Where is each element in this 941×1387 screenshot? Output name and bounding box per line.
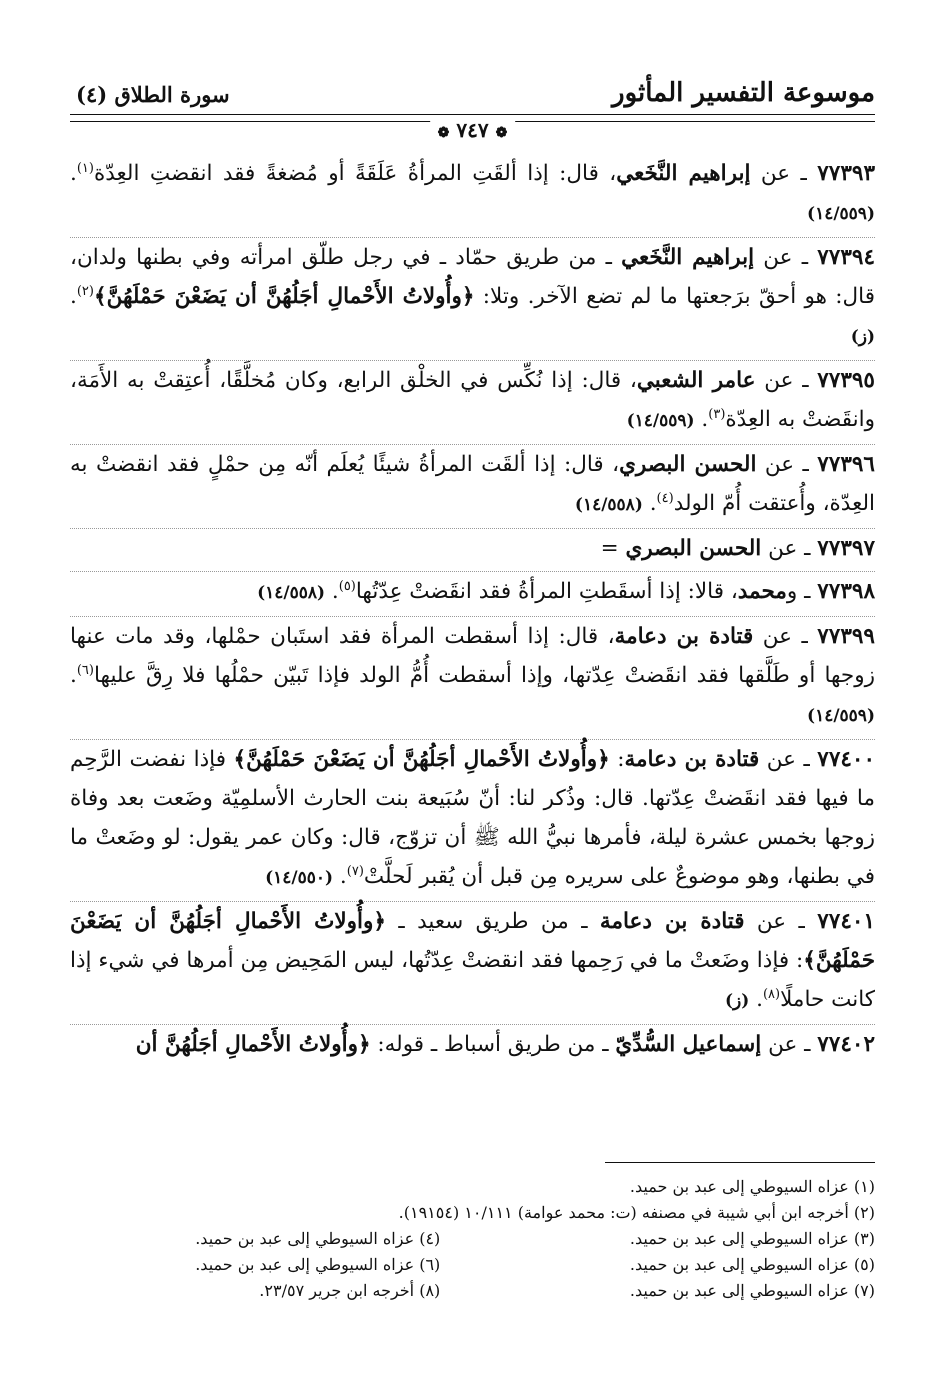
- entry-connector: ـ عن: [750, 161, 818, 186]
- footnote: (١) عزاه السيوطي إلى عبد بن حميد.: [629, 1177, 875, 1196]
- ornament-icon: ❁: [495, 125, 508, 141]
- entry-punct: .: [325, 579, 339, 604]
- entry-connector: ـ عن: [755, 368, 818, 393]
- entry-text: فإذا نفضت الرَّحِم ما فيها فقد انقَضتْ عِدّتها. قال: وذُكر لنا: أنّ سُبَيعة بنت الحارث الأسلمِيّة وضَعت بعد وفاة زوجها بخمس عشرة ليلة، فأمرها نبيُّ الله ﷺ أن تزوّج، قال: وكان عمر يقول: لو وضَعتْ ما في بطنها، وهو موضوعٌ على سريره مِن قبل أن يُقبر لَحلَّتْ: [70, 747, 875, 889]
- narrator-name: محمد: [737, 579, 787, 604]
- volume-reference: (١٤/٥٥٩): [626, 411, 695, 431]
- volume-reference: (١٤/٥٥٩): [807, 706, 875, 726]
- volume-reference: (١٤/٥٥٨): [574, 495, 643, 515]
- entry-connector: ـ عن: [744, 909, 818, 934]
- entry-number: ٧٧٤٠٢: [817, 1032, 875, 1057]
- entry-number: ٧٧٣٩٧: [817, 536, 875, 561]
- footnote: (٥) عزاه السيوطي إلى عبد بن حميد.: [629, 1255, 875, 1274]
- quran-verse: ﴿وأُولاتُ الأَحْمالِ أجَلُهُنَّ أن: [135, 1032, 371, 1057]
- entry-text: ، قال: إذا ألقَت المرأةُ شيئًا يُعلَم أنّه مِن حمْلٍ فقد انقضتْ به العِدّة، وأُعتقت أُمّ الولد: [70, 452, 875, 516]
- entry-number: ٧٧٣٩٤: [817, 245, 875, 270]
- ornament-icon: ❁: [437, 125, 450, 141]
- page-number-wrap: [70, 118, 875, 142]
- entry-text: ، قال: إذا أسقطت المرأة فقد استَبان حمْلها، وقد مات عنها زوجها أو طَلَّقها فقد انقَضتْ عِدّتها، وإذا أسقطت أُمُّ الولد فإذا تَبيّن حمْلُها فلا رِقَّ عليها: [70, 624, 875, 688]
- entry-number: ٧٧٣٩٩: [817, 624, 875, 649]
- entry-connector: ـ عن: [761, 1032, 818, 1057]
- footnote-marker: (٣): [708, 406, 726, 422]
- entry-text: ـ من طريق سعيد ـ: [385, 909, 600, 934]
- entry-number: ٧٧٣٩٦: [817, 452, 875, 477]
- page-number-text: ٧٤٧: [456, 118, 489, 142]
- footnote-marker: (١): [76, 160, 94, 176]
- entry-punct: .: [642, 491, 657, 516]
- volume-reference: (١٤/٥٥٠): [265, 868, 334, 888]
- entry-number: ٧٧٣٩٣: [817, 161, 875, 186]
- volume-reference: (١٤/٥٥٩): [807, 204, 875, 224]
- narration-entry: [70, 361, 875, 445]
- entry-punct: .: [70, 663, 77, 688]
- quran-verse: ﴿وأُولاتُ الأَحْمالِ أجَلُهُنَّ أن يَضَعْنَ حَمْلَهُنَّ﴾: [233, 747, 610, 772]
- narrator-name: إبراهيم النَّخَعي: [616, 161, 751, 186]
- footnote: (٦) عزاه السيوطي إلى عبد بن حميد.: [195, 1255, 441, 1274]
- page-number: [430, 118, 516, 142]
- narrator-name: قتادة بن دعامة: [624, 747, 760, 772]
- quran-verse: ﴿وأُولاتُ الأَحْمالِ أجَلُهُنَّ أن يَضَعْنَ حَمْلَهُنَّ﴾: [70, 909, 875, 973]
- narrator-name: إبراهيم النَّخَعي: [621, 245, 755, 270]
- narration-entry: [70, 740, 875, 902]
- entry-text: : فإذا وضَعتْ ما في رَحِمها فقد انقضتْ عِدّتُها، ليس المَحِيض مِن أمرها في شيء إذا كانت حاملًا: [70, 948, 875, 1012]
- narration-entry: [70, 1025, 875, 1067]
- narrator-name: قتادة بن دعامة: [614, 624, 754, 649]
- narration-entry: [70, 445, 875, 529]
- narrator-name: الحسن البصري: [619, 452, 757, 477]
- entry-number: ٧٧٣٩٨: [817, 579, 875, 604]
- footnote-marker: (٨): [762, 986, 781, 1002]
- narrator-name: قتادة بن دعامة: [599, 909, 745, 934]
- entry-punct: .: [333, 864, 347, 889]
- footnote-marker: (٧): [346, 863, 364, 879]
- footnote-marker: (٢): [76, 283, 94, 299]
- entry-punct: .: [694, 407, 709, 432]
- volume-reference: (ز): [724, 991, 750, 1011]
- footnotes: [70, 1174, 875, 1304]
- entry-connector: ـ عن: [756, 452, 818, 477]
- footnote-marker: (٦): [76, 662, 94, 678]
- book-page: [70, 78, 875, 1368]
- narrator-name: الحسن البصري: [625, 536, 762, 561]
- entry-punct: .: [70, 284, 77, 309]
- footnote: (٣) عزاه السيوطي إلى عبد بن حميد.: [629, 1229, 875, 1248]
- page-body: [70, 154, 875, 1067]
- entry-connector: ـ عن: [759, 747, 818, 772]
- entry-number: ٧٧٤٠١: [817, 909, 875, 934]
- volume-reference: (ز): [850, 327, 875, 347]
- narration-entry: [70, 238, 875, 361]
- entry-text: ، قال: إذا ألقَتِ المرأةُ عَلَقَةً أو مُضغةً فقد انقضتِ العِدّة: [93, 161, 617, 186]
- narrator-name: إسماعيل السُّدِّيّ: [615, 1032, 762, 1057]
- quran-verse: ﴿وأُولاتُ الأَحْمالِ أجَلُهُنَّ أن يَضَعْنَ حَمْلَهُنَّ﴾: [93, 284, 475, 309]
- entry-connector: ـ عن: [754, 245, 818, 270]
- footnote-marker: (٥): [338, 578, 356, 594]
- footnote-marker: (٤): [656, 490, 674, 506]
- footnote: (٨) أخرجه ابن جرير ٢٣/٥٧.: [259, 1281, 441, 1300]
- footnote: (٧) عزاه السيوطي إلى عبد بن حميد.: [629, 1281, 875, 1300]
- narration-entry: [70, 154, 875, 238]
- entry-connector: ـ عن: [761, 536, 818, 561]
- entry-text: ، قال: إذا نُكِّس في الخلْق الرابع، وكان مُخلَّقًا، أُعتِقتْ به الأَمَة، وانقَضتْ به العِدّة: [70, 368, 875, 432]
- entry-connector: ـ عن: [753, 624, 818, 649]
- entry-text: =: [600, 536, 626, 561]
- footnote: (٢) أخرجه ابن أبي شيبة في مصنفه (ت: محمد عوامة) ١٠/١١١ (١٩١٥٤).: [398, 1203, 875, 1222]
- footnote: (٤) عزاه السيوطي إلى عبد بن حميد.: [195, 1229, 441, 1248]
- volume-reference: (١٤/٥٥٨): [257, 583, 326, 603]
- narration-entry: [70, 529, 875, 572]
- entry-punct: .: [70, 161, 77, 186]
- narration-entry: [70, 572, 875, 617]
- entry-text: ـ من طريق أسباط ـ قوله:: [370, 1032, 616, 1057]
- surah-title: سورة الطلاق (٤): [76, 82, 230, 107]
- entry-connector: ـ و: [786, 579, 818, 604]
- entry-text: ـ من طريق حمّاد ـ في رجل طلّق امرأته وفي بطنها ولدان، قال: هو أحقّ برَجعتها ما لم تضع الآخر. وتلا:: [70, 245, 875, 309]
- page-header: [70, 78, 875, 108]
- entry-text: :: [609, 747, 625, 772]
- entry-number: ٧٧٤٠٠: [817, 747, 876, 772]
- entry-text: ، قالا: إذا أسقَطتِ المرأةُ فقد انقَضتْ عِدّتُها: [355, 579, 738, 604]
- narration-entry: [70, 902, 875, 1025]
- entry-punct: .: [749, 987, 763, 1012]
- narrator-name: عامر الشعبي: [636, 368, 756, 393]
- footnote-rule: [605, 1162, 875, 1163]
- entry-number: ٧٧٣٩٥: [817, 368, 875, 393]
- book-title: موسوعة التفسير المأثور: [612, 78, 875, 108]
- narration-entry: [70, 617, 875, 740]
